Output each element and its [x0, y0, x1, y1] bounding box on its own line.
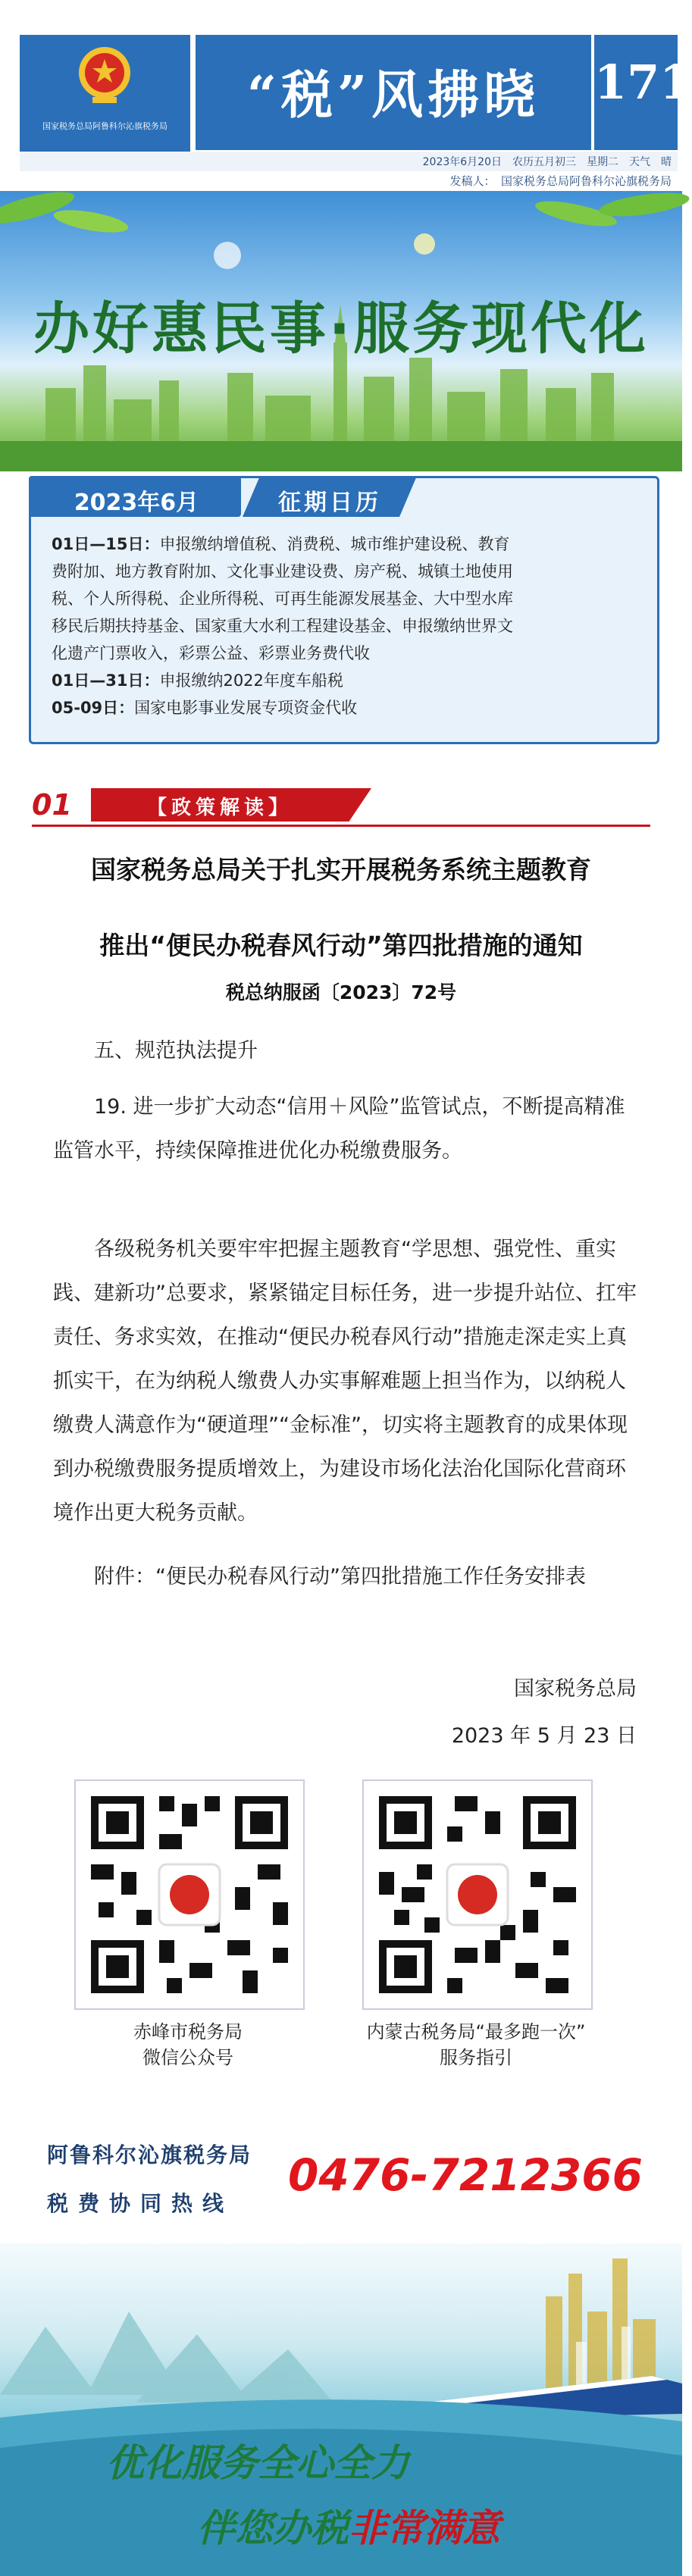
calendar-line: 税、个人所得税、企业所得税、可再生能源发展基金、大中型水库: [52, 590, 513, 608]
calendar-month: 2023年6月: [74, 490, 199, 516]
section-number: 01: [32, 788, 72, 822]
tax-emblem-icon: [70, 39, 139, 109]
qr-caption-line: 内蒙古税务局“最多跑一次”: [366, 2021, 586, 2042]
article-paragraph: 19. 进一步扩大动态“信用＋风险”监管试点，不断提高精准监管水平，持续保障推进优化办税缴费服务。: [53, 1095, 625, 1163]
calendar-line: 移民后期扶持基金、国家重大水利工程建设基金、申报缴纳世界文: [52, 617, 513, 635]
signature-date: 2023 年 5 月 23 日: [451, 1724, 637, 1748]
logo-caption: 国家税务总局阿鲁科尔沁旗税务局: [42, 121, 168, 131]
qr-code-icon: [76, 1781, 303, 2008]
article-paragraph: 五、规范执法提升: [94, 1039, 258, 1063]
calendar-line: 05-09日：国家电影事业发展专项资金代收: [52, 699, 358, 717]
signature-organization: 国家税务总局: [514, 1677, 637, 1701]
article-title-line1: 国家税务总局关于扎实开展税务系统主题教育: [91, 855, 591, 884]
footer-slogan-1: 优化服务全心全力: [106, 2440, 409, 2485]
qr-code-service-guide[interactable]: [362, 1779, 593, 2010]
article-paragraph: 各级税务机关要牢牢把握主题教育“学思想、强党性、重实践、建新功”总要求，紧紧锚定目标任务，进一步提升站位、扛牢责任、务求实效，在推动“便民办税春风行动”措施走深走实上真抓实干，在为纳税人缴费人办实事解难题上担当作为，以纳税人缴费人满意作为“硬道理”“金标准”，切实将主题教育的成果体现到办税缴费服务提质增效上，为建设市场化法治化国际化营商环境作出更大税务贡献。: [53, 1238, 637, 1525]
section-divider: [32, 825, 650, 827]
footer-slogan-2-part2: 非常满意: [349, 2506, 500, 2550]
hotline-phone-number[interactable]: 0476-7212366: [288, 2149, 643, 2201]
qr-code-icon: [364, 1781, 591, 2008]
hotline-label: 税费协同热线: [47, 2191, 234, 2216]
calendar-line: 费附加、地方教育附加、文化事业建设费、房产税、城镇土地使用: [52, 562, 513, 581]
qr-caption-service-guide: [340, 2019, 612, 2071]
footer-slogan-2-part1: 伴您办税: [197, 2506, 349, 2550]
calendar-line: 01日—31日：申报缴纳2022年度车船税: [52, 671, 343, 690]
footer-slogan-2: [197, 2498, 682, 2553]
qr-code-wechat[interactable]: [74, 1779, 305, 2010]
article-paragraph: 附件：“便民办税春风行动”第四批措施工作任务安排表: [94, 1565, 586, 1588]
banner-title: 办好惠民事·服务现代化: [33, 296, 650, 362]
qr-caption-line: 服务指引: [440, 2047, 512, 2068]
qr-caption-wechat: [59, 2019, 317, 2071]
newspaper-title: “税”风拂晓: [246, 65, 540, 126]
qr-caption-line: 微信公众号: [142, 2047, 233, 2068]
calendar-line: 化遗产门票收入，彩票公益、彩票业务费代收: [52, 644, 370, 662]
publisher-line: 发稿人： 国家税务总局阿鲁科尔沁旗税务局: [449, 174, 672, 188]
date-line: 2023年6月20日 农历五月初三 星期二 天气 晴: [422, 156, 672, 168]
calendar-line: 01日—15日：申报缴纳增值税、消费税、城市维护建设税、教育: [52, 535, 510, 553]
issue-number: 171: [594, 55, 692, 110]
calendar-title: 征期日历: [278, 490, 381, 516]
hotline-organization: 阿鲁科尔沁旗税务局: [47, 2142, 252, 2168]
article-title-line2: 推出“便民办税春风行动”第四批措施的通知: [99, 931, 583, 960]
section-title: 【政策解读】: [146, 797, 293, 819]
document-number: 税总纳服函〔2023〕72号: [225, 981, 457, 1003]
qr-caption-line: 赤峰市税务局: [133, 2021, 243, 2042]
